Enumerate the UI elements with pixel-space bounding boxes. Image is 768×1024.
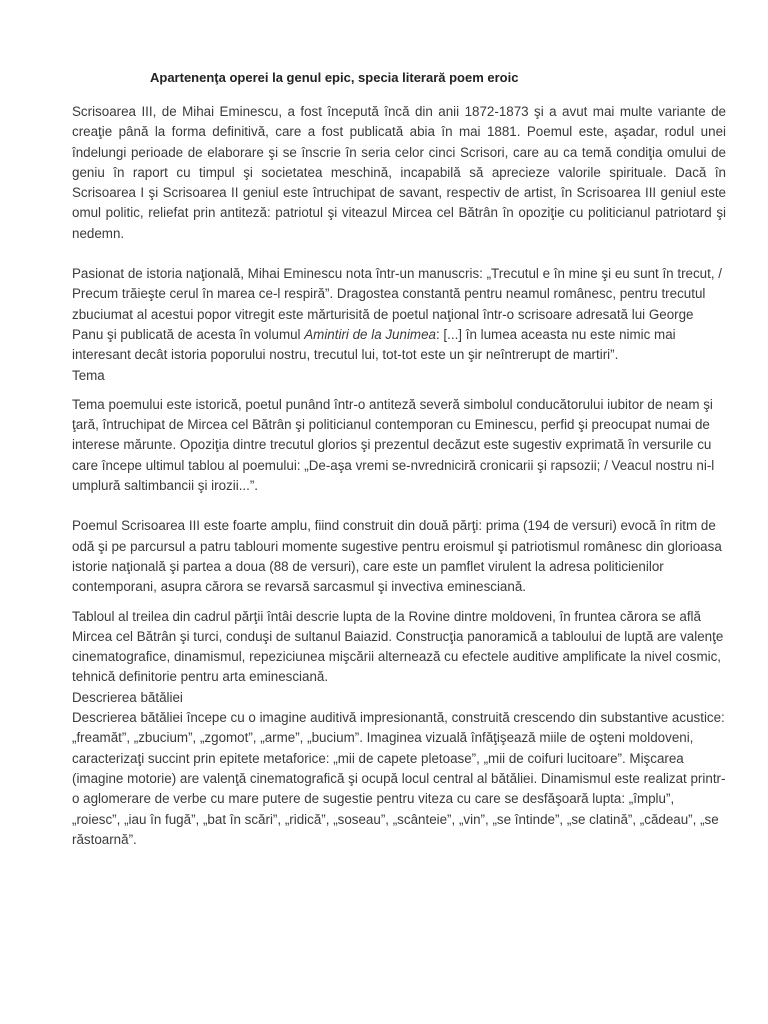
paragraph-battle: Descrierea bătăliei începe cu o imagine auditivă impresionantă, construită crescendo din substantive acustice: „freamăt”, „zbucium”, „zgomot”, „arme”, „bucium”. Imaginea vizuală înfăţişează miile de oşteni moldoveni, caracterizaţi succint prin epitete metaforice: „mii de capete pletoase”, „mii de coifuri lucitoare”. Mişcarea (imagine motorie) are valenţă cinematografică şi ocupă locul central al bătăliei. Dinamismul este realizat printr-o aglomerare de verbe cu mare putere de sugestie pentru viteza cu care se desfăşoară lupta: „împlu”, „roiesc”, „iau în fugă”, „bat în scări”, „ridică”, „soseau”, „scânteie”, „vin”, „se întinde”, „se clatină”, „cădeau”, „se răstoarnă”. bbox=[72, 710, 726, 847]
paragraph-passion-text-2: : [...] în lumea aceasta nu este nimic mai interesant decât istoria poporului nostru, trecutul lui, tot-tot este un şir neîntrerupt de martiri”. bbox=[72, 326, 676, 363]
paragraph-tablou: Tabloul al treilea din cadrul părţii întâi descrie lupta de la Rovine dintre moldoveni, în fruntea cărora se află Mircea cel Bătrân şi turci, conduşi de sultanul Baiazid. Construcţia panoramică a tabloului de luptă are valenţe cinematografice, dinamismul, repeziciunea mişcării alternează cu efectele auditive amplificate la nivel cosmic, tehnică definitorie pentru arta eminesciană. bbox=[72, 608, 724, 685]
paragraph-passion-text-1: Pasionat de istoria naţională, Mihai Eminescu nota într-un manuscris: „Trecutul e în mine şi eu sunt în trecut, / Precum trăieşte cerul în marea ce-l respiră”. Dragostea constantă pentru neamul românesc, pentru trecutul zbuciumat al acestui popor vitregit este mărturisită de poetul naţional într-o scrisoare adresată lui George Panu şi publicată de acesta în volumul bbox=[72, 266, 723, 342]
paragraph-tema: Tema poemului este istorică, poetul punând într-o antiteză severă simbolul conducătorului iubitor de neam şi ţară, întruchipat de Mircea cel Bătrân şi politicianul contemporan cu Eminescu, perfid şi preocupat numai de interese mărunte. Opoziţia dintre trecutul glorios şi prezentul decăzut este sugestiv exprimată în versurile cu care începe ultimul tablou al poemului: „De-aşa vremi se-nvredniciră cronicarii şi rapsozii; / Veacul nostru ni-l umplură saltimbancii şi irozii...”. bbox=[72, 396, 715, 494]
book-title-italic: Amintiri de la Junimea bbox=[304, 326, 436, 342]
document-title: Apartenenţa operei la genul epic, specia literară poem eroic bbox=[150, 70, 519, 85]
heading-descrierea: Descrierea bătăliei bbox=[72, 689, 183, 705]
paragraph-passion bbox=[72, 264, 726, 365]
heading-tema: Tema bbox=[72, 367, 105, 383]
paragraph-structure: Poemul Scrisoarea III este foarte amplu, fiind construit din două părţi: prima (194 de versuri) evocă în ritm de odă şi pe parcursul a patru tablouri momente sugestive pentru eroismul şi patriotismul românesc din glorioasa istorie naţională şi partea a doua (88 de versuri), care este un pamflet virulent la adresa politicienilor contemporani, asupra cărora se revarsă sarcasmul şi invectiva eminesciană. bbox=[72, 518, 722, 595]
document-page bbox=[72, 68, 726, 850]
paragraph-intro: Scrisoarea III, de Mihai Eminescu, a fost începută încă din anii 1872-1873 şi a avut mai multe variante de creaţie până la forma definitivă, care a fost publicată abia în mai 1881. Poemul este, aşadar, rodul unei îndelungi perioade de elaborare şi se înscrie în seria celor cinci Scrisori, care au ca temă condiţia omului de geniu în raport cu timpul şi societatea meschină, incapabilă să aprecieze valorile spirituale. Dacă în Scrisoarea I şi Scrisoarea II geniul este întruchipat de savant, respectiv de artist, în Scrisoarea III geniul este omul politic, reliefat prin antiteză: patriotul şi viteazul Mircea cel Bătrân în opoziţie cu politicianul patriotard şi nedemn. bbox=[72, 104, 726, 241]
